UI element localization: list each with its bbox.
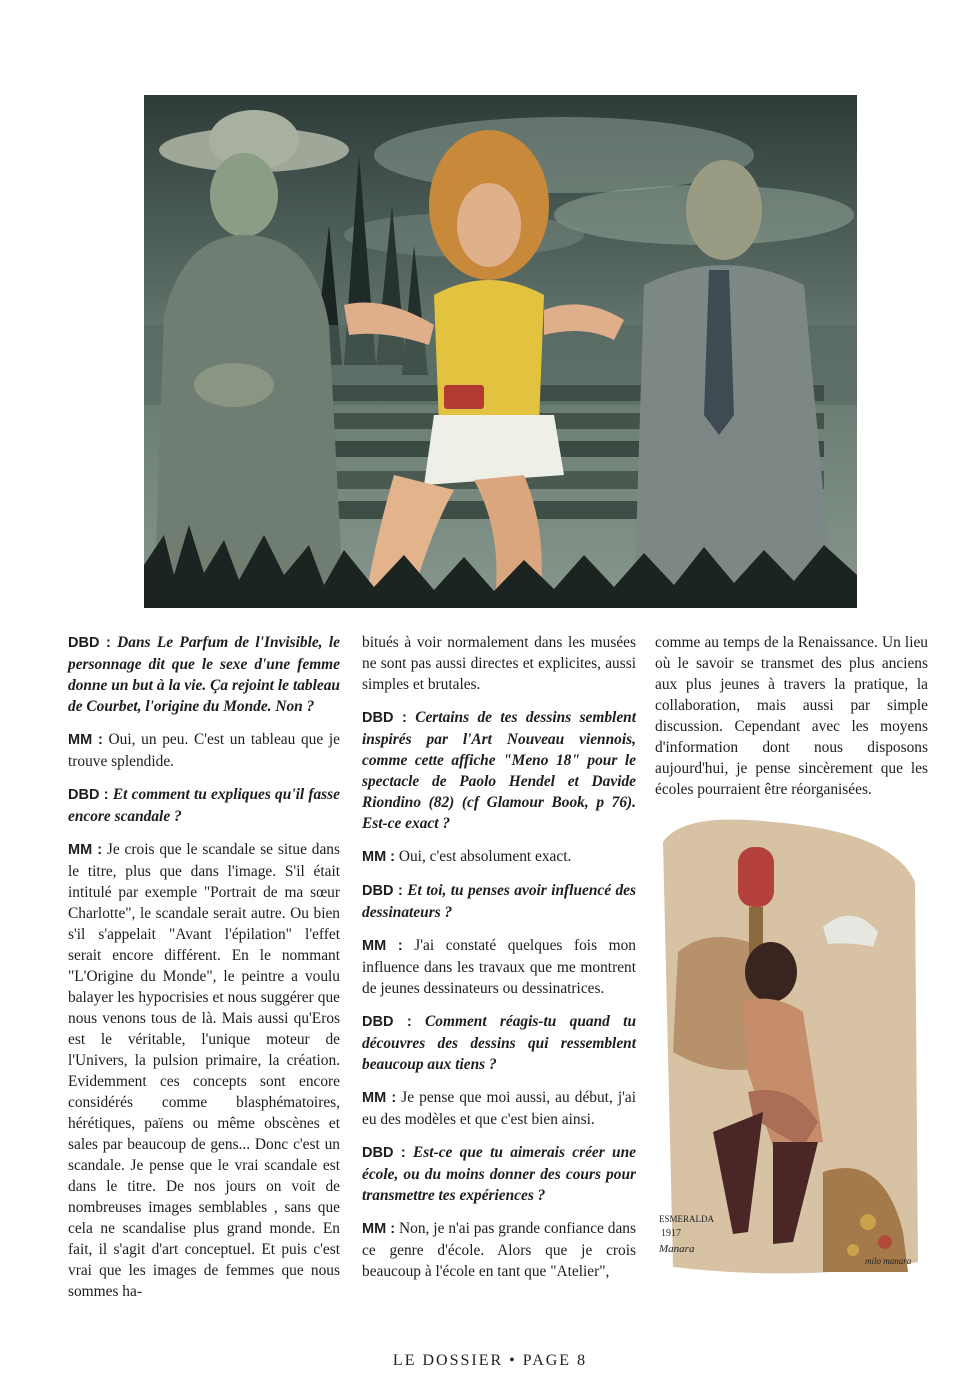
speaker-label: MM : [362,849,396,865]
speaker-label: MM : [362,1090,397,1106]
page-footer [0,1352,980,1370]
woman-with-lamp-illustration [653,812,923,1282]
column-3 [655,632,928,812]
interview-question [362,707,636,834]
interview-answer [362,632,636,695]
answer-text: Oui, un peu. C'est un tableau que je trouve splendide. [68,731,340,770]
interview-answer [362,1218,636,1282]
speaker-label: MM : [68,732,103,748]
footer-separator: • [509,1352,517,1369]
interview-answer [68,729,340,772]
interview-answer [655,632,928,800]
speaker-label: DBD : [68,787,109,803]
question-text: Et toi, tu penses avoir influencé des dessinateurs ? [362,882,636,921]
answer-text: comme au temps de la Renaissance. Un lieu où le savoir se transmet des plus anciens aux plus jeunes à travers la pratique, la collaboration, mais aussi par simple discussion. Cependant avec les moyens d'information dont nous disposons aujourd'hui, je pense sincèrement que les écoles pourraient être réorganisées. [655,634,928,798]
question-text: Certains de tes dessins semblent inspirés par l'Art Nouveau viennois, comme cette affiche "Meno 18" pour le spectacle de Paolo Hendel et Davide Riondino (82) (cf Glamour Book, p 76). Est-ce exact ? [362,709,636,832]
question-text: Dans Le Parfum de l'Invisible, le personnage dit que le sexe d'une femme donne un but à la vie. Ça rejoint le tableau de Courbet, l'origine du Monde. Non ? [68,634,340,715]
answer-text: Je crois que le scandale se situe dans le titre, plus que dans l'image. S'il était intitulé par exemple "Portrait de ma sœur Charlotte", le scandale serait autre. Ou bien s'il s'appelait "Avant l'épilation" l'effet serait encore différent. En le nommant "L'Origine du Monde", le peintre a voulu balayer les hypocrisies et nous suggérer que nous venons tous de là. Mais aussi qu'Eros est le véritable, l'unique moteur de l'Univers, la pulsion primaire, la création. Evidemment ces concepts sont encore considérés comme blasphématoires, hérétiques, païens ou même obscènes et sales par beaucoup de gens... Donc c'est un scandale. Je pense que le vrai scandale est dans le titre. De nos jours on voit de nombreuses images semblables , sans que cela ne scandalise plus grand monde. En fait, il s'agit d'art conceptuel. Et puis c'est vrai que les images de femmes que nous sommes ha- [68,841,340,1300]
interview-answer [362,846,636,868]
speaker-label: MM : [68,842,103,858]
speaker-label: DBD : [362,1014,412,1030]
interview-question [68,632,340,717]
speaker-label: DBD : [68,635,111,651]
artist-signature: milo manara [865,1256,912,1266]
question-text: Et comment tu expliques qu'il fasse encore scandale ? [68,786,340,825]
question-text: Est-ce que tu aimerais créer une école, ou du moins donner des cours pour transmettre tes expériences ? [362,1144,636,1204]
interview-question [68,784,340,827]
interview-question [362,880,636,923]
bench-scene-illustration [144,95,857,608]
svg-text:Manara: Manara [659,1243,695,1255]
column-2 [362,632,636,1294]
speaker-label: MM : [362,938,403,954]
interview-answer [68,839,340,1302]
speaker-label: DBD : [362,1145,406,1161]
answer-text: Je pense que moi aussi, au début, j'ai eu des modèles et que c'est bien ainsi. [362,1089,636,1128]
answer-text: Non, je n'ai pas grande confiance dans ce genre d'école. Alors que je crois beaucoup à l'école en tant que "Atelier", [362,1220,636,1280]
column-1 [68,632,340,1314]
illustration-inscription: ESMERALDA [659,1214,715,1224]
svg-text:1917: 1917 [661,1228,681,1239]
footer-page-number: PAGE 8 [522,1352,588,1369]
interview-question [362,1011,636,1075]
speaker-label: MM : [362,1221,396,1237]
interview-answer [362,935,636,999]
speaker-label: DBD : [362,710,407,726]
footer-section: LE DOSSIER [392,1352,504,1369]
question-text: Comment réagis-tu quand tu découvres des dessins qui ressemblent beaucoup aux tiens ? [362,1013,636,1073]
answer-text: Oui, c'est absolument exact. [398,848,572,865]
interview-question [362,1142,636,1206]
answer-text: bitués à voir normalement dans les musées ne sont pas aussi directes et explicites, aussi simples et brutales. [362,634,636,693]
interview-answer [362,1087,636,1130]
speaker-label: DBD : [362,883,403,899]
answer-text: J'ai constaté quelques fois mon influence dans les travaux que me montrent de jeunes dessinateurs ou dessinatrices. [362,937,636,997]
